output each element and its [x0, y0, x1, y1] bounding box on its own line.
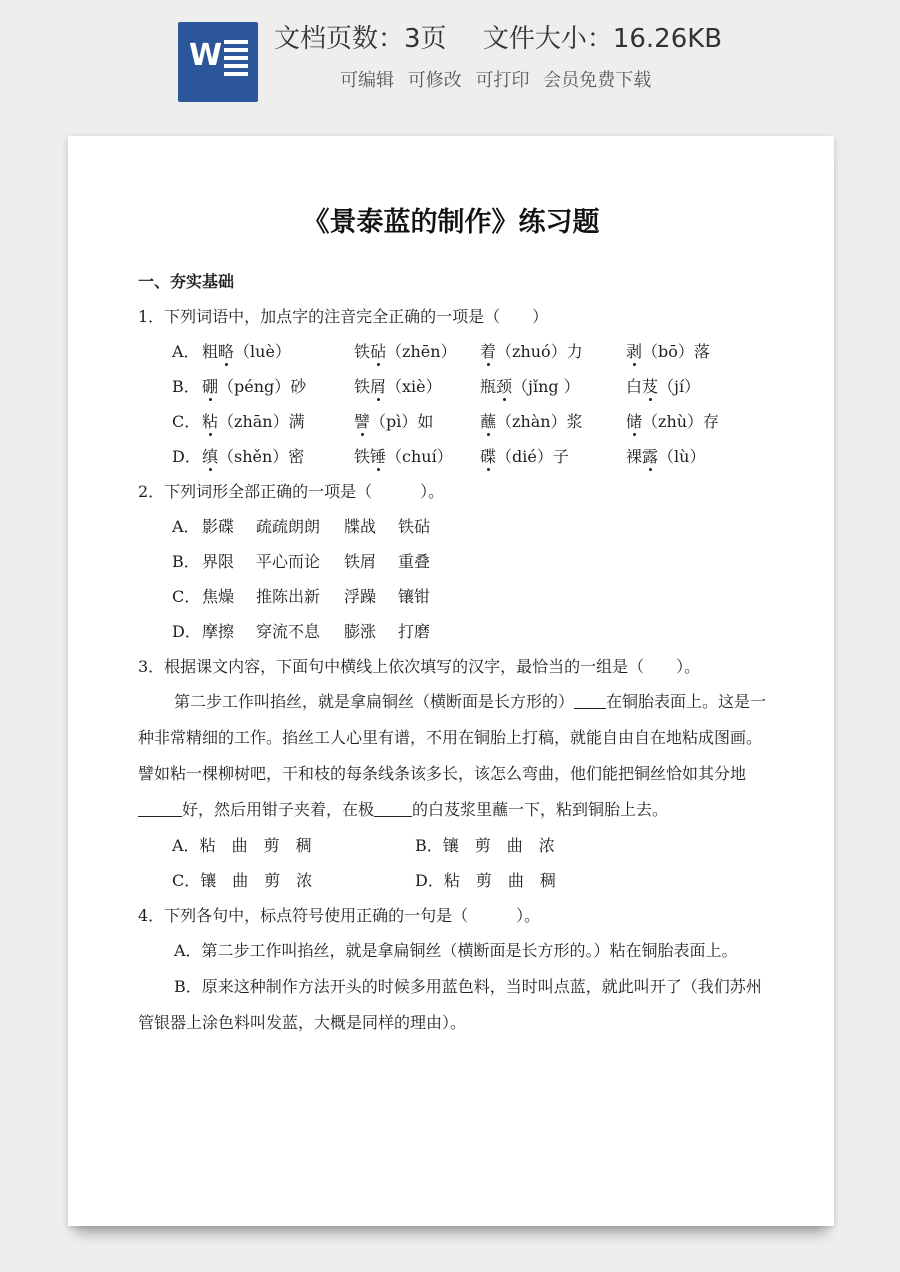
option-label: A． — [172, 836, 200, 855]
dotted-character: 锤 — [370, 447, 387, 466]
pinyin-annotation: （zhù）存 — [642, 412, 720, 431]
pinyin-annotation: （zhān）满 — [218, 412, 305, 431]
option-word: 穿流不息 — [256, 622, 321, 641]
question-1-stem: 1．下列词语中，加点字的注音完全正确的一项是（ ） — [138, 307, 549, 326]
option-word: 铁屑 — [344, 552, 377, 571]
option-word: 界限 — [202, 552, 235, 571]
question-2-options — [138, 509, 768, 649]
option-label: B． — [172, 552, 200, 571]
pinyin-annotation: （lù） — [658, 447, 706, 466]
pinyin-annotation: （pì）如 — [370, 412, 434, 431]
pinyin-annotation: （chuí） — [386, 447, 453, 466]
option-characters: 粘 剪 曲 稠 — [443, 871, 556, 890]
pinyin-word — [202, 369, 354, 404]
question-4-stem: 4．下列各句中，标点符号使用正确的一句是（ ）。 — [138, 906, 541, 925]
option-label: D． — [415, 871, 444, 890]
option-word: 膨涨 — [344, 622, 377, 641]
option-word: 焦燥 — [202, 587, 235, 606]
option-word: 影碟 — [202, 517, 235, 536]
pinyin-word — [480, 369, 626, 404]
word-prefix: 瓶 — [480, 377, 497, 396]
question-1-option — [138, 334, 768, 369]
passage-part-1: 第二步工作叫掐丝，就是拿扁铜丝（横断面是长方形的） — [174, 692, 575, 711]
word-prefix: 裸 — [626, 447, 643, 466]
feature-modifiable: 可修改 — [407, 70, 462, 91]
pinyin-word — [626, 369, 756, 404]
passage-part-4: 的白芨浆里蘸一下，粘到铜胎上去。 — [412, 800, 669, 819]
question-2-stem: 2．下列词形全部正确的一项是（ ）。 — [138, 482, 445, 501]
pinyin-word — [354, 404, 480, 439]
option-word: 平心而论 — [256, 552, 321, 571]
pinyin-word — [202, 334, 354, 369]
option-characters: 粘 曲 剪 稠 — [199, 836, 312, 855]
option-word: 重叠 — [398, 552, 431, 571]
pinyin-word — [480, 439, 626, 474]
pinyin-annotation: （jǐng ） — [512, 377, 580, 396]
word-logo-letter: W — [189, 38, 223, 73]
dotted-character: 略 — [218, 342, 235, 361]
option-word: 打磨 — [398, 622, 431, 641]
pinyin-annotation: （bō）落 — [642, 342, 710, 361]
pinyin-annotation: （dié）子 — [496, 447, 569, 466]
pinyin-word — [202, 439, 354, 474]
dotted-character: 储 — [626, 412, 643, 431]
option-word: 摩擦 — [202, 622, 235, 641]
pinyin-annotation: （zhuó）力 — [496, 342, 583, 361]
section-heading: 一、夯实基础 — [138, 272, 235, 291]
option-word: 牒战 — [344, 517, 377, 536]
option-word: 疏疏朗朗 — [256, 517, 321, 536]
question-4-option-b: B．原来这种制作方法开头的时候多用蓝色料，当时叫点蓝，就此叫开了（我们苏州管银器上涂色料叫发蓝，大概是同样的理由）。 — [138, 977, 762, 1032]
dotted-character: 屑 — [370, 377, 387, 396]
dotted-character: 碟 — [480, 447, 497, 466]
option-label: A． — [172, 517, 200, 536]
question-3-stem: 3．根据课文内容，下面句中横线上依次填写的汉字，最恰当的一组是（ ）。 — [138, 657, 701, 676]
option-label: D． — [172, 622, 201, 641]
option-label: B． — [172, 377, 200, 396]
pinyin-word — [354, 439, 480, 474]
feature-printable: 可打印 — [475, 70, 530, 91]
question-1-options — [138, 334, 768, 474]
pinyin-word — [626, 439, 756, 474]
pinyin-word — [480, 334, 626, 369]
feature-member-download: 会员免费下载 — [543, 70, 652, 91]
document-page — [68, 136, 834, 1226]
pinyin-word — [480, 404, 626, 439]
option-word: 镶钳 — [398, 587, 431, 606]
option-label: A． — [172, 342, 200, 361]
dotted-character: 譬 — [354, 412, 371, 431]
option-label: C． — [172, 871, 201, 890]
document-meta — [274, 18, 874, 55]
dotted-character: 硼 — [202, 377, 219, 396]
word-document-icon — [178, 22, 258, 102]
document-body — [138, 264, 768, 1041]
pinyin-annotation: （xiè） — [386, 377, 442, 396]
fill-blank-1 — [574, 690, 606, 709]
option-characters: 镶 曲 剪 浓 — [200, 871, 313, 890]
option-word: 铁砧 — [398, 517, 431, 536]
passage-part-2: 在铜胎表面上。这是一种非常精细的工作。掐丝工人心里有谱，不用在铜胎上打稿，就能自由自在地粘成图画。譬如粘一棵柳树吧，干和枝的每条线条该多长，该怎么弯曲，他们能把铜丝恰如其分地 — [138, 692, 767, 783]
question-2-option — [138, 544, 768, 579]
pinyin-annotation: （luè） — [234, 342, 291, 361]
dotted-character: 粘 — [202, 412, 219, 431]
document-lines-icon — [224, 40, 248, 80]
question-3-option — [415, 828, 658, 863]
word-prefix: 铁 — [354, 377, 371, 396]
fill-blank-2 — [138, 798, 182, 817]
dotted-character: 颈 — [496, 377, 513, 396]
question-3-options — [138, 828, 768, 898]
pinyin-word — [626, 404, 756, 439]
dotted-character: 砧 — [370, 342, 387, 361]
pinyin-word — [354, 334, 480, 369]
question-3-option-row — [138, 863, 768, 898]
feature-editable: 可编辑 — [340, 70, 394, 91]
document-info-banner — [0, 0, 900, 120]
option-word: 浮躁 — [344, 587, 377, 606]
pinyin-annotation: （shěn）密 — [218, 447, 305, 466]
question-3-option-row — [138, 828, 768, 863]
question-2-option — [138, 509, 768, 544]
question-1-option — [138, 439, 768, 474]
feature-list — [340, 66, 840, 92]
question-4-option-a: A．第二步工作叫掐丝，就是拿扁铜丝（横断面是长方形的。）粘在铜胎表面上。 — [174, 941, 738, 960]
word-prefix: 铁 — [354, 342, 371, 361]
pinyin-word — [626, 334, 756, 369]
option-characters: 镶 剪 曲 浓 — [442, 836, 555, 855]
option-label: D． — [172, 447, 201, 466]
question-3-passage — [138, 684, 768, 828]
option-word: 推陈出新 — [256, 587, 321, 606]
question-1-option — [138, 404, 768, 439]
dotted-character: 着 — [480, 342, 497, 361]
word-prefix: 粗 — [202, 342, 219, 361]
word-prefix: 白 — [626, 377, 643, 396]
question-2-option — [138, 614, 768, 649]
dotted-character: 蘸 — [480, 412, 497, 431]
dotted-character: 剥 — [626, 342, 643, 361]
pinyin-annotation: （jí） — [658, 377, 701, 396]
question-3-option — [172, 828, 415, 863]
document-title: 《景泰蓝的制作》练习题 — [302, 207, 600, 238]
question-1-option — [138, 369, 768, 404]
page-count-label: 文档页数：3页 — [274, 24, 447, 54]
option-label: B． — [415, 836, 443, 855]
question-2-option — [138, 579, 768, 614]
file-size-label: 文件大小：16.26KB — [482, 24, 723, 54]
dotted-character: 缜 — [202, 447, 219, 466]
dotted-character: 芨 — [642, 377, 659, 396]
option-label: C． — [172, 412, 201, 431]
fill-blank-3 — [374, 798, 412, 817]
pinyin-annotation: （zhàn）浆 — [496, 412, 583, 431]
question-3-option — [415, 863, 658, 898]
pinyin-annotation: （zhēn） — [386, 342, 457, 361]
passage-part-3: 好，然后用钳子夹着，在极 — [182, 800, 375, 819]
option-label: C． — [172, 587, 201, 606]
dotted-character: 露 — [642, 447, 659, 466]
question-3-option — [172, 863, 415, 898]
word-prefix: 铁 — [354, 447, 371, 466]
pinyin-word — [202, 404, 354, 439]
pinyin-word — [354, 369, 480, 404]
pinyin-annotation: （péng）砂 — [218, 377, 307, 396]
